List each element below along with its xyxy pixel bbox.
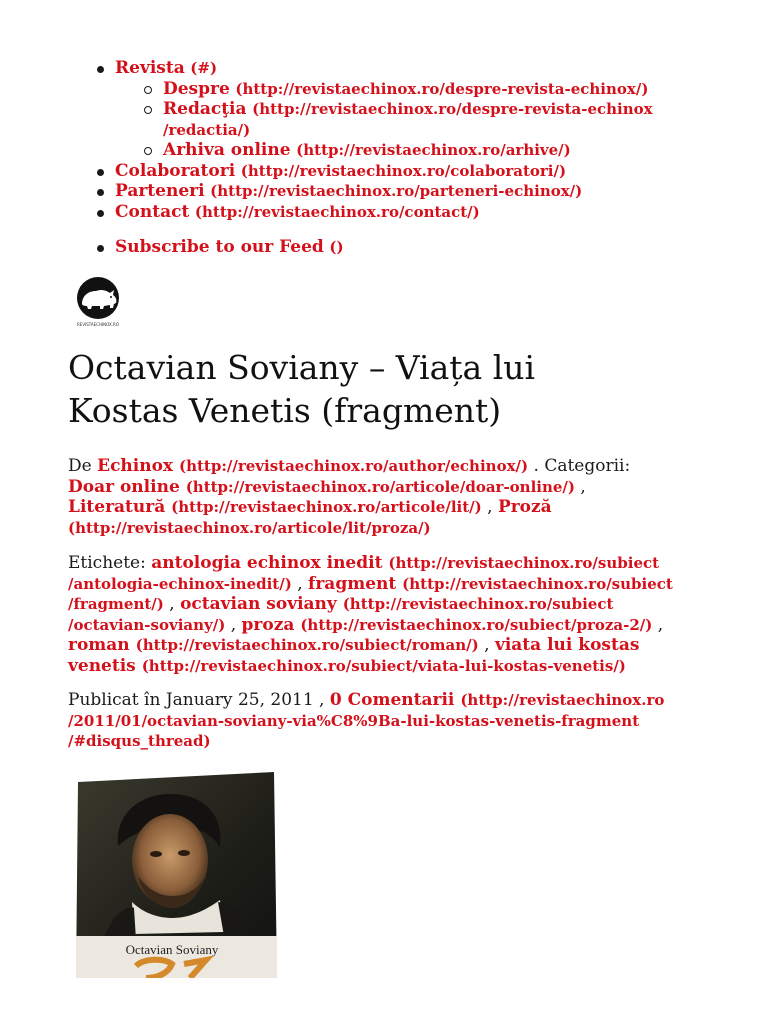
nav-link-redactia[interactable]: Redacţia (http://revistaechinox.ro/despre-revista-echinox /redactia/) xyxy=(163,99,653,139)
nav-submenu-revista xyxy=(136,79,728,161)
category-link-literatura[interactable]: Literatură (http://revistaechinox.ro/articole/lit/) xyxy=(68,497,482,517)
logo-caption: REVISTAECHINOX.RO xyxy=(77,322,119,327)
article-title xyxy=(68,346,708,432)
article-title-line2: Kostas Venetis (fragment) xyxy=(68,391,502,430)
categories-label: . Categorii: xyxy=(533,456,631,476)
separator: , xyxy=(580,476,586,497)
nav-link-colaboratori[interactable]: Colaboratori (http://revistaechinox.ro/colaboratori/) xyxy=(115,160,567,181)
article-tags xyxy=(68,553,708,676)
article-title-line1: Octavian Soviany – Viața lui xyxy=(68,348,536,387)
nav-item-colaboratori[interactable] xyxy=(88,161,728,182)
nav-list xyxy=(88,58,728,258)
book-cover-image xyxy=(74,768,284,978)
separator: , xyxy=(657,614,664,635)
tags-label: Etichete: xyxy=(68,553,146,573)
nav-item-despre[interactable] xyxy=(136,79,728,100)
category-link-doar-online[interactable]: Doar online (http://revistaechinox.ro/articole/doar-online/) xyxy=(68,476,576,497)
nav-link-parteneri[interactable]: Parteneri (http://revistaechinox.ro/parteneri-echinox/) xyxy=(115,181,583,201)
nav-link-arhiva[interactable]: Arhiva online (http://revistaechinox.ro/arhive/) xyxy=(163,140,571,160)
separator: , xyxy=(484,635,490,655)
main-navigation xyxy=(88,58,728,258)
separator: , xyxy=(169,594,175,614)
category-link-proza[interactable]: Proză (http://revistaechinox.ro/articole/lit/proza/) xyxy=(68,497,552,537)
feed-link[interactable]: Subscribe to our Feed () xyxy=(115,237,344,257)
tag-link-fragment[interactable]: fragment (http://revistaechinox.ro/subiect /fragment/) xyxy=(68,573,673,613)
nav-item-feed[interactable] xyxy=(88,237,728,258)
article-byline xyxy=(68,456,708,538)
tag-link-viata-lui-kostas-venetis[interactable]: viata lui kostas venetis (http://revistaechinox.ro/subiect/viata-lui-kostas-venetis/) xyxy=(68,635,640,676)
book-cover-illustration xyxy=(74,768,284,978)
nav-item-redactia[interactable] xyxy=(136,99,728,140)
tag-link-antologia[interactable]: antologia echinox inedit (http://revistaechinox.ro/subiect /antologia-echinox-inedit/) xyxy=(68,553,660,593)
tag-link-roman[interactable]: roman (http://revistaechinox.ro/subiect/roman/) xyxy=(68,635,479,655)
byline-prefix: De xyxy=(68,456,92,476)
separator: , xyxy=(487,497,493,517)
book-author-text: Octavian Soviany xyxy=(125,942,219,957)
nav-link-contact[interactable]: Contact (http://revistaechinox.ro/contact/) xyxy=(115,201,480,222)
nav-item-revista[interactable] xyxy=(88,58,728,161)
nav-link-revista[interactable]: Revista (#) xyxy=(115,58,218,78)
separator: , xyxy=(230,614,237,635)
rhino-logo-icon xyxy=(70,276,128,328)
separator: , xyxy=(297,573,303,594)
published-date: Publicat în January 25, 2011 , xyxy=(68,690,325,710)
nav-link-despre[interactable]: Despre (http://revistaechinox.ro/despre-revista-echinox/) xyxy=(163,78,649,99)
article-published xyxy=(68,690,708,752)
nav-item-contact[interactable] xyxy=(88,202,728,223)
author-link[interactable]: Echinox (http://revistaechinox.ro/author/echinox/) xyxy=(97,456,529,476)
tag-link-proza[interactable]: proza (http://revistaechinox.ro/subiect/proza-2/) xyxy=(241,614,653,635)
nav-item-arhiva[interactable] xyxy=(136,140,728,161)
site-logo[interactable] xyxy=(70,276,128,328)
tag-link-octavian-soviany[interactable]: octavian soviany (http://revistaechinox.ro/subiect /octavian-soviany/) xyxy=(68,594,614,634)
nav-item-parteneri[interactable] xyxy=(88,181,728,202)
comments-link[interactable]: 0 Comentarii (http://revistaechinox.ro /2011/01/octavian-soviany-via%C8%9Ba-lui-kostas-venetis-fragment /#disqus_thread) xyxy=(68,690,665,750)
